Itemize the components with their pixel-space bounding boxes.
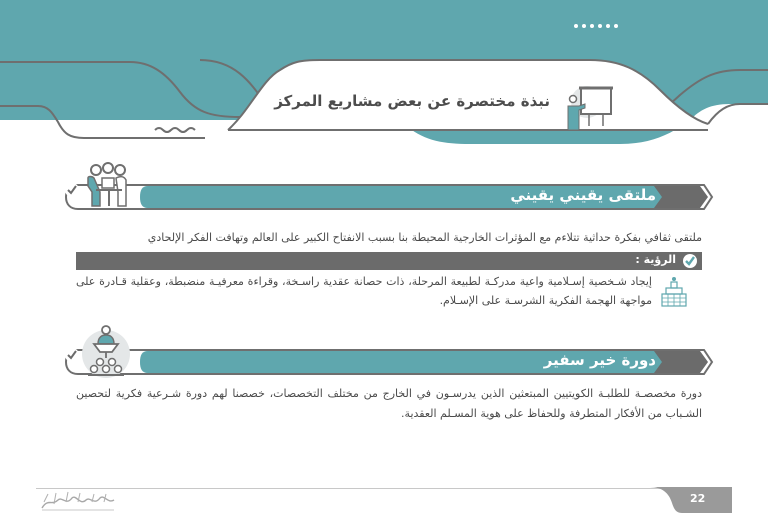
castle-icon	[660, 276, 688, 308]
section-header-khair-safeer	[64, 347, 714, 377]
vision-bar	[76, 252, 702, 270]
meeting-people-icon	[76, 160, 136, 220]
check-icon	[682, 253, 698, 269]
footer-divider	[36, 488, 726, 489]
page-title: نبذة مختصرة عن بعض مشاريع المركز	[274, 92, 550, 110]
section-title: ملتقى يقيني يقيني	[510, 186, 656, 204]
presenter-board-icon	[565, 82, 615, 132]
section-header-yaqeeni	[64, 182, 714, 212]
header-notch	[0, 0, 768, 150]
vision-label: الرؤية :	[635, 253, 676, 266]
page-number: 22	[690, 492, 706, 505]
section-description: دورة مخصصـة للطلبـة الكويتيين المبتعثين الذين يدرسـون في الخارج من مختلف التخصصات، خصصنا لهم دورة شـرعية فكرية لتحصين الشـباب من الأفكار المتطرفة وللحفاظ على هوية المسـلم العقدية.	[76, 387, 702, 420]
vision-text: إيجاد شـخصية إسـلامية واعية مدركـة لطبيعة المرحلة، ذات حصانة عقدية راسـخة، وقراءة معرفيـة منضبطة، وعقلية قـادرة على مواجهة الهجمة الفكرية الشرسـة على الإسـلام.	[76, 275, 652, 307]
calligraphy-logo	[38, 490, 118, 512]
section-description: ملتقى ثقافي بفكرة حداثية تتلاءم مع المؤثرات الخارجية المحيطة بنا بسبب الانفتاح الكبير على العالم وتهافت الفكر الإلحادي	[147, 231, 702, 244]
lecturer-audience-icon	[76, 322, 136, 382]
section-title: دورة خير سفير	[543, 351, 656, 369]
decorative-dots	[574, 24, 618, 28]
